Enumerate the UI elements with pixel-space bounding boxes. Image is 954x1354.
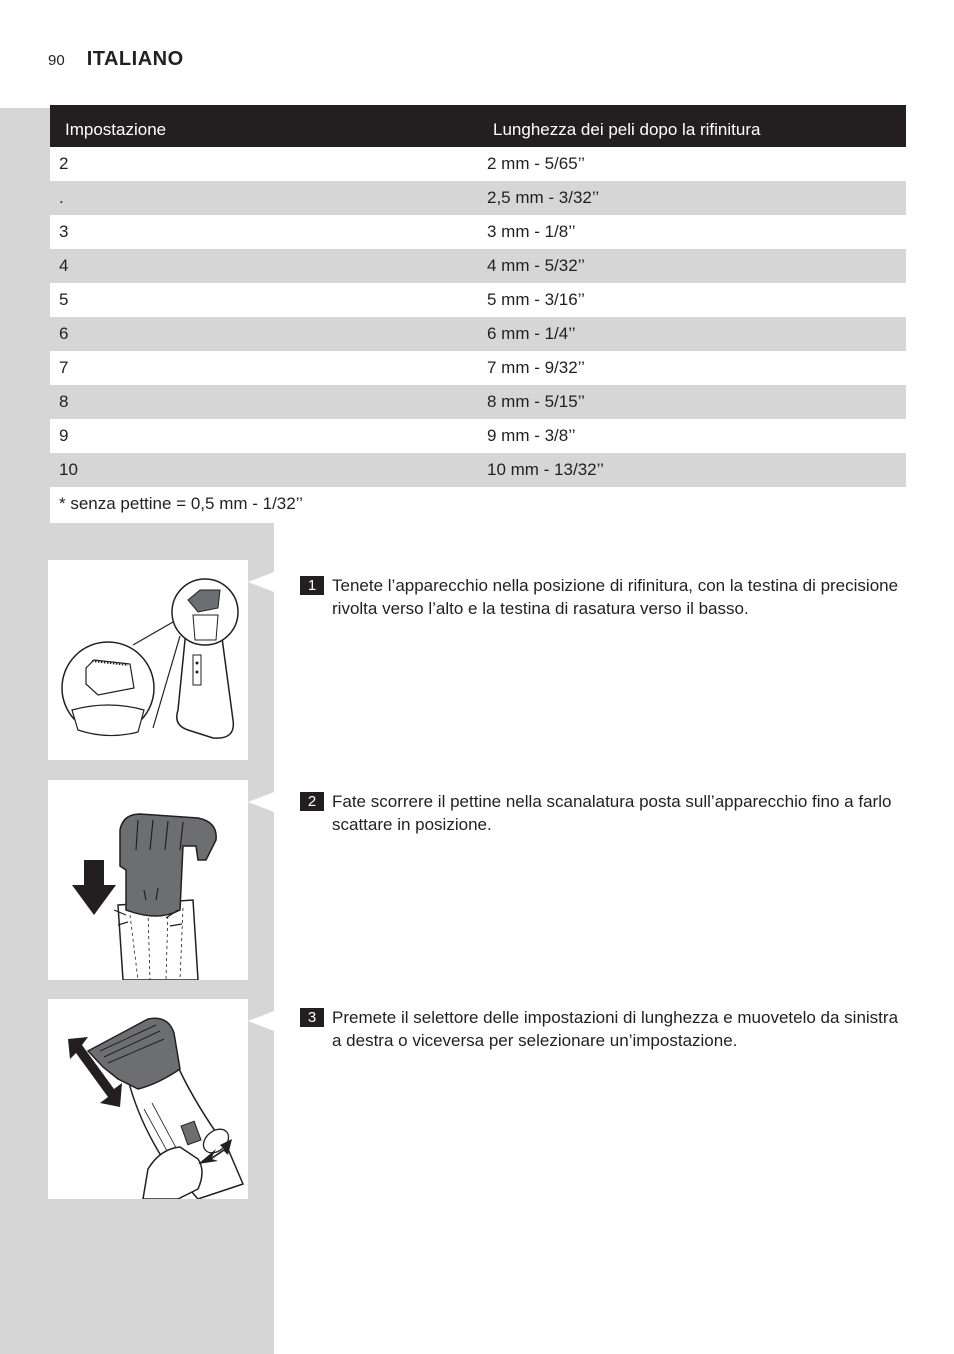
table-cell-setting: 2 (59, 154, 69, 173)
step-2 (300, 790, 906, 836)
table-row (50, 181, 906, 215)
table-cell-length: 5 mm - 3/16’’ (487, 290, 585, 309)
figure-pointer-3 (248, 1011, 274, 1031)
table-cell-length: 7 mm - 9/32’’ (487, 358, 585, 377)
table-header-row (50, 105, 906, 147)
table-row (50, 351, 906, 385)
step-text: Fate scorrere il pettine nella scanalatura posta sull’apparecchio fino a farlo scattare in posizione. (332, 792, 892, 834)
table-cell-length: 9 mm - 3/8’’ (487, 426, 576, 445)
table-cell-setting: 6 (59, 324, 69, 343)
illustration-step-2 (48, 780, 248, 980)
table-cell-setting: 3 (59, 222, 69, 241)
comb-attach-illustration (48, 780, 248, 980)
table-row (50, 419, 906, 453)
column-header-setting: Impostazione (65, 120, 167, 139)
step-number-badge: 2 (300, 792, 324, 811)
table-cell-length: 2,5 mm - 3/32’’ (487, 188, 600, 207)
step-3 (300, 1006, 906, 1052)
page-number: 90 (48, 52, 65, 69)
table-row (50, 283, 906, 317)
settings-table (50, 105, 906, 487)
trimmer-precision-head-illustration (48, 560, 248, 760)
table-cell-length: 10 mm - 13/32’’ (487, 460, 604, 479)
table-cell-setting: 8 (59, 392, 69, 411)
table-cell-length: 8 mm - 5/15’’ (487, 392, 585, 411)
settings-table-container (50, 105, 906, 523)
table-cell-length: 4 mm - 5/32’’ (487, 256, 585, 275)
table-row (50, 147, 906, 181)
table-cell-setting: 5 (59, 290, 69, 309)
figure-pointer-2 (248, 792, 274, 812)
table-cell-setting: 9 (59, 426, 69, 445)
step-text: Tenete l’apparecchio nella posizione di rifinitura, con la testina di precisione rivolta verso l’alto e la testina di rasatura verso il basso. (332, 576, 899, 618)
section-title: ITALIANO (86, 48, 184, 70)
figure-pointer-1 (248, 572, 274, 592)
table-cell-setting: 4 (59, 256, 69, 275)
step-number-badge: 1 (300, 576, 324, 595)
table-row (50, 385, 906, 419)
table-footnote: * senza pettine = 0,5 mm - 1/32’’ (50, 487, 906, 523)
illustration-step-1 (48, 560, 248, 760)
table-cell-length: 6 mm - 1/4’’ (487, 324, 576, 343)
table-row (50, 215, 906, 249)
table-cell-length: 3 mm - 1/8’’ (487, 222, 576, 241)
length-selector-illustration (48, 999, 248, 1199)
table-row (50, 453, 906, 487)
column-header-length: Lunghezza dei peli dopo la rifinitura (493, 120, 761, 139)
table-cell-setting: 10 (59, 460, 78, 479)
table-cell-setting: . (59, 188, 64, 207)
step-text: Premete il selettore delle impostazioni di lunghezza e muovetelo da sinistra a destra o viceversa per selezionare un’impostazione. (332, 1008, 899, 1050)
step-number-badge: 3 (300, 1008, 324, 1027)
table-cell-length: 2 mm - 5/65’’ (487, 154, 585, 173)
table-cell-setting: 7 (59, 358, 69, 377)
table-row (50, 317, 906, 351)
illustration-step-3 (48, 999, 248, 1199)
step-1 (300, 574, 906, 620)
table-row (50, 249, 906, 283)
page-header (48, 48, 184, 74)
